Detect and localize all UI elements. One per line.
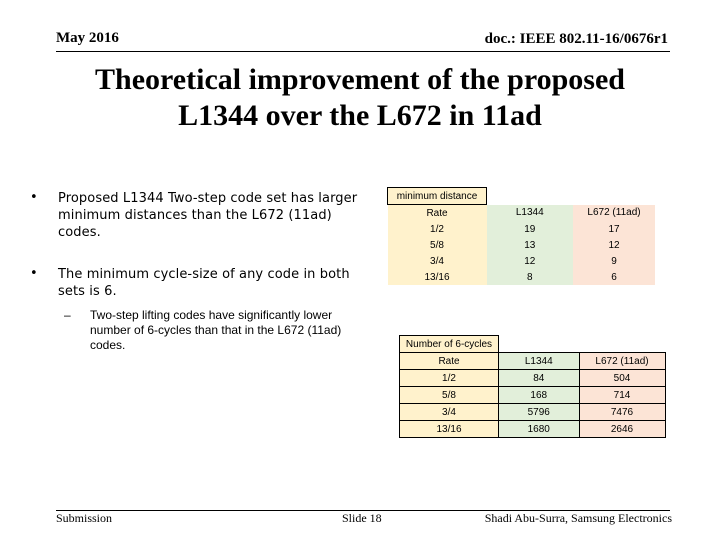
table-row [400, 404, 666, 421]
slide-title-line-1: Theoretical improvement of the proposed [95, 63, 625, 96]
table-cell: 5796 [499, 404, 580, 421]
table-cell: 17 [573, 221, 655, 237]
slide-title-line-2: L1344 over the L672 in 11ad [178, 99, 542, 132]
table-cell: 3/4 [400, 404, 499, 421]
table-cell: 168 [499, 387, 580, 404]
table-cell: 1/2 [400, 370, 499, 387]
table-cell: 19 [487, 221, 574, 237]
table-row [400, 421, 666, 438]
table-cell: 6 [573, 269, 655, 285]
min-distance-table [387, 187, 655, 285]
column-header: L1344 [487, 205, 574, 222]
table-row [388, 269, 656, 285]
table-cell: 3/4 [388, 253, 487, 269]
footer-slide-number: Slide 18 [342, 511, 382, 525]
table-cell: 1680 [499, 421, 580, 438]
table-cell: 13 [487, 237, 574, 253]
table-row [400, 387, 666, 404]
header-divider [56, 51, 670, 52]
sub-bullet-text: Two-step lifting codes have significantly lower number of 6-cycles than that in the L672 (11ad) codes. [90, 308, 342, 352]
table-cell: 5/8 [400, 387, 499, 404]
table-header-row [400, 353, 666, 370]
bullet-text: The minimum cycle-size of any code in both sets is 6. [58, 267, 350, 299]
table-cell: 13/16 [388, 269, 487, 285]
table-cell: 12 [487, 253, 574, 269]
footer-submission: Submission [56, 511, 113, 525]
table-header-row [388, 205, 656, 222]
table-cell: 5/8 [388, 237, 487, 253]
bullet-item-min-distance [30, 190, 370, 241]
bullet-text: Proposed L1344 Two-step code set has larger minimum distances than the L672 (11ad) codes. [58, 191, 358, 240]
table-caption: Number of 6-cycles [400, 336, 499, 353]
sub-bullet-marker: – [64, 308, 71, 322]
footer-author: Shadi Abu-Surra, Samsung Electronics [484, 511, 672, 525]
bullet-item-cycle-size [30, 266, 370, 300]
table-row [400, 370, 666, 387]
table-row [388, 237, 656, 253]
table-caption: minimum distance [388, 188, 487, 205]
table-cell: 9 [573, 253, 655, 269]
column-header: L672 (11ad) [573, 205, 655, 222]
column-header: Rate [400, 353, 499, 370]
table-cell: 12 [573, 237, 655, 253]
column-header: L672 (11ad) [579, 353, 665, 370]
table-row [388, 221, 656, 237]
slide-title [40, 62, 680, 134]
sub-bullet-item-6-cycles [64, 308, 364, 353]
table-cell: 8 [487, 269, 574, 285]
column-header: Rate [388, 205, 487, 222]
table-cell: 504 [579, 370, 665, 387]
table-cell: 7476 [579, 404, 665, 421]
six-cycles-table [399, 335, 666, 438]
table-row [388, 253, 656, 269]
table-cell: 13/16 [400, 421, 499, 438]
bullet-marker: • [30, 190, 38, 205]
bullet-marker: • [30, 266, 38, 281]
table-cell: 1/2 [388, 221, 487, 237]
header-date: May 2016 [56, 30, 119, 46]
column-header: L1344 [499, 353, 580, 370]
table-cell: 84 [499, 370, 580, 387]
table-cell: 2646 [579, 421, 665, 438]
table-cell: 714 [579, 387, 665, 404]
header-doc-id: doc.: IEEE 802.11-16/0676r1 [484, 31, 668, 47]
